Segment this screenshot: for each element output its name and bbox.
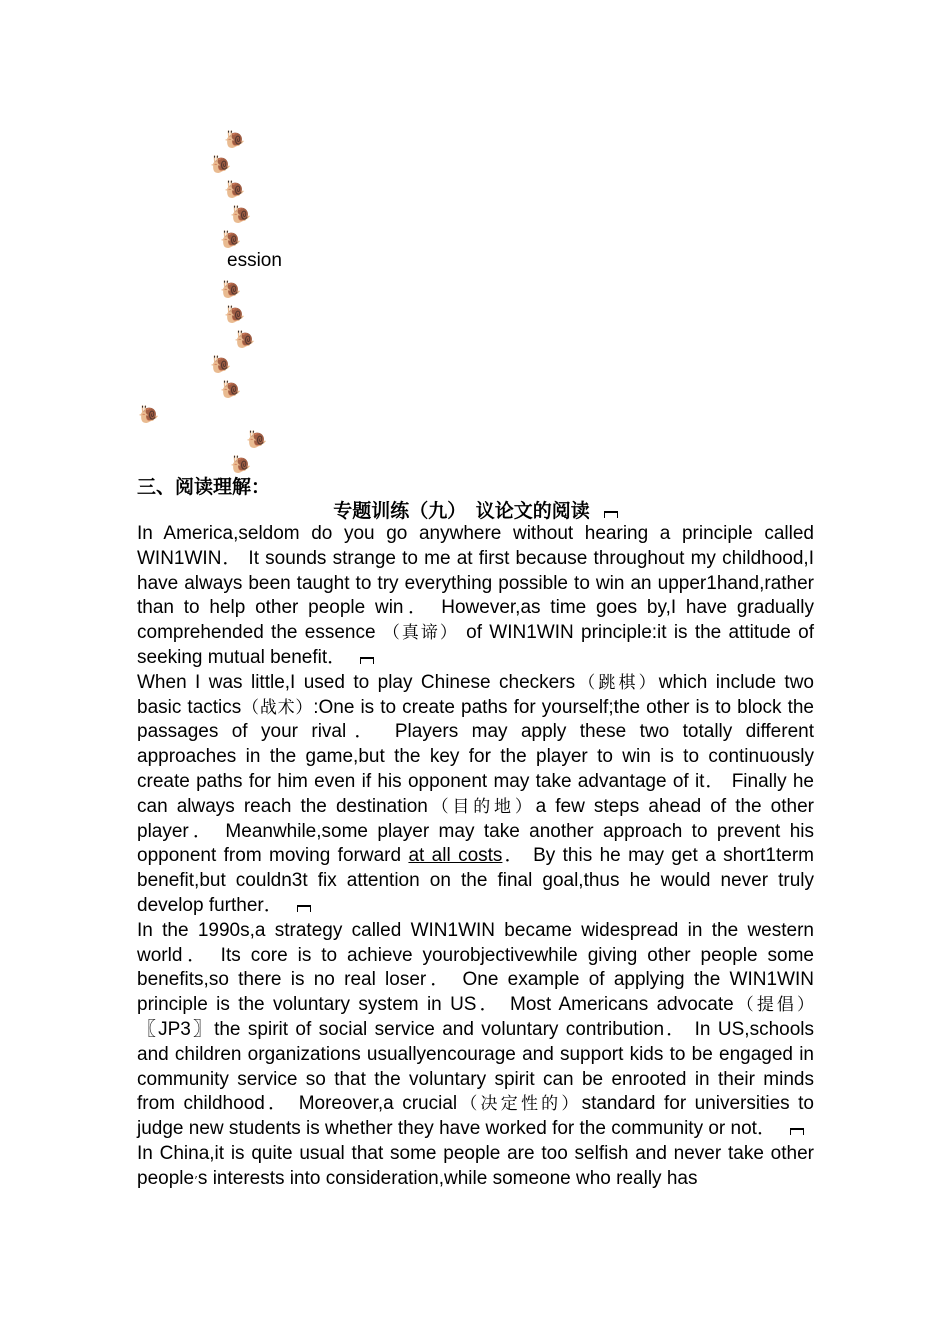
snail-glyph-icon: 🐌 (234, 330, 256, 350)
title-text: 专题训练（九） 议论文的阅读 (333, 500, 590, 522)
snail-glyph-icon: 🐌 (220, 380, 242, 400)
paragraph-4: In China,it is quite usual that some people are too selfish and never take other people׳s interests into consideration,while someone who really has (137, 1142, 814, 1189)
snail-glyph-icon: 🐌 (138, 405, 160, 425)
snail-glyph-icon: 🐌 (224, 130, 246, 150)
article-body (137, 522, 814, 1195)
paragraph-mark-icon (790, 1128, 804, 1135)
snail-glyph-icon: 🐌 (220, 280, 242, 300)
paragraph-mark-icon (604, 511, 618, 518)
paragraph-3: In the 1990s,a strategy called WIN1WIN became widespread in the western world． Its core is to achieve yourobjectivewhile giving other people some benefits,so there is no real loser． One example of applying the WIN1WIN principle is the voluntary system in US． Most Americans advocate（提倡）〖JP3〗the spirit of social service and voluntary contribution． In US,schools and children organizations usuallyencourage and support kids to be engaged in community service so that the voluntary spirit can be enrooted in their minds from childhood． Moreover,a crucial（决定性的）standard for universities to judge new students is whether they have worked for the community or not． (137, 919, 814, 1140)
snail-glyph-icon: 🐌 (246, 430, 268, 450)
paragraph-1: In America,seldom do you go anywhere without hearing a principle called WIN1WIN． It sounds strange to me at first because throughout my childhood,I have always been taught to try everything possible to win an upper1hand,rather than to help other people win． However,as time goes by,I have gradually comprehended the essence （真谛） of WIN1WIN principle:it is the attitude of seeking mutual benefit． (137, 523, 815, 668)
underlined-phrase: at all costs (408, 845, 503, 867)
section-heading: 三、阅读理解： (137, 476, 271, 498)
snail-glyph-icon: 🐌 (224, 305, 246, 325)
snail-glyph-icon: 🐌 (220, 230, 242, 250)
paragraph-mark-icon (360, 657, 374, 664)
snail-glyph-icon: 🐌 (224, 180, 246, 200)
snail-glyph-icon: 🐌 (210, 155, 232, 175)
paragraph-2: When I was little,I used to play Chinese checkers（跳棋）which include two basic tactics（战术）:One is to create paths for yourself;the other is to block the passages of your rival． Players may apply these two totally different approaches in the game,but the key for the player to win is to continuously create paths for him even if his opponent may take advantage of it． Finally he can always reach the destination（目的地）a few steps ahead of the other player． Meanwhile,some player may take another approach to prevent his opponent from moving forward at all costs． By this he may get a short1term benefit,but couldn3t fix attention on the final goal,thus he would never truly develop further． (137, 671, 814, 916)
text-fragment: ession (227, 250, 282, 271)
snail-glyph-icon: 🐌 (230, 455, 252, 475)
snail-glyph-icon: 🐌 (230, 205, 252, 225)
snail-glyph-icon: 🐌 (210, 355, 232, 375)
paragraph-mark-icon (297, 905, 311, 912)
page-title (137, 500, 814, 522)
